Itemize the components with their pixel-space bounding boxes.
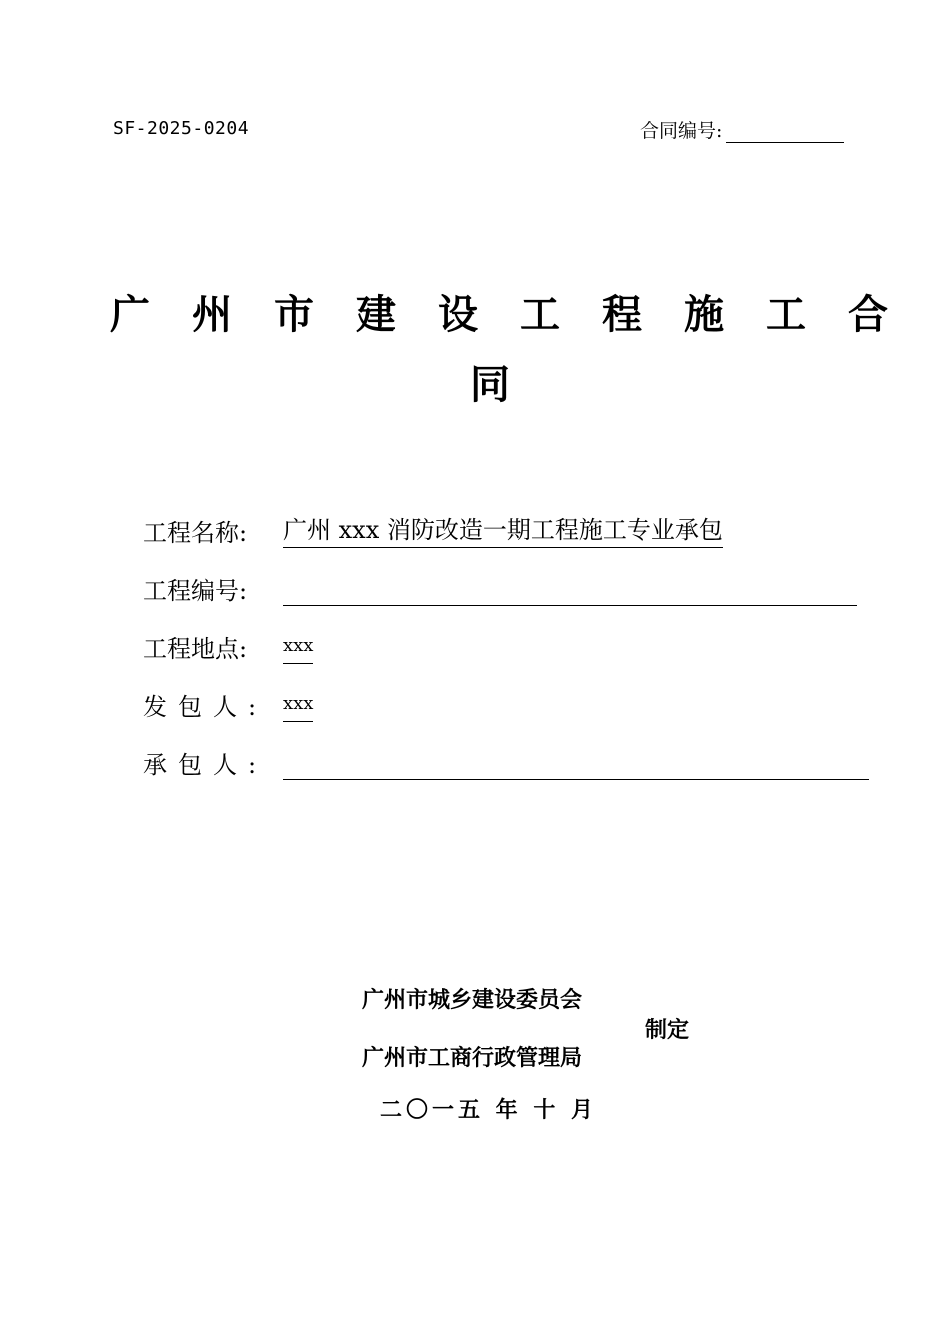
field-project-name-value: 广州 xxx 消防改造一期工程施工专业承包 [283, 515, 723, 548]
field-project-location-label: 工程地点: [143, 635, 248, 663]
field-contractor [143, 722, 883, 780]
field-employer-label: 发包人: [143, 693, 268, 721]
contract-number-label: 合同编号: [640, 120, 723, 142]
page-title-line1: 广州市建设工程施工合 [110, 291, 930, 338]
page-title [110, 285, 930, 415]
field-project-name-label: 工程名称: [143, 519, 248, 547]
field-project-number-value [283, 573, 857, 606]
field-employer [143, 664, 883, 722]
issuer-made-label: 制定 [645, 1017, 690, 1043]
issue-date: 二〇一五 年 十 月 [380, 1097, 597, 1123]
page-title-line2: 同 [470, 361, 510, 408]
field-contractor-value [283, 747, 869, 780]
field-project-name [143, 490, 883, 548]
contract-number-blank [726, 120, 844, 143]
field-contractor-label: 承包人: [143, 751, 268, 779]
document-code: SF-2025-0204 [113, 118, 250, 139]
field-project-number-label: 工程编号: [143, 577, 248, 605]
field-project-location-value: xxx [283, 631, 313, 664]
issuer-commerce-bureau: 广州市工商行政管理局 [362, 1045, 583, 1071]
project-fields [143, 490, 883, 780]
field-employer-value: xxx [283, 689, 313, 722]
field-project-location [143, 606, 883, 664]
contract-number [640, 116, 844, 143]
issuer-construction-committee: 广州市城乡建设委员会 [362, 987, 583, 1013]
issuers [362, 980, 582, 1096]
field-project-number [143, 548, 883, 606]
